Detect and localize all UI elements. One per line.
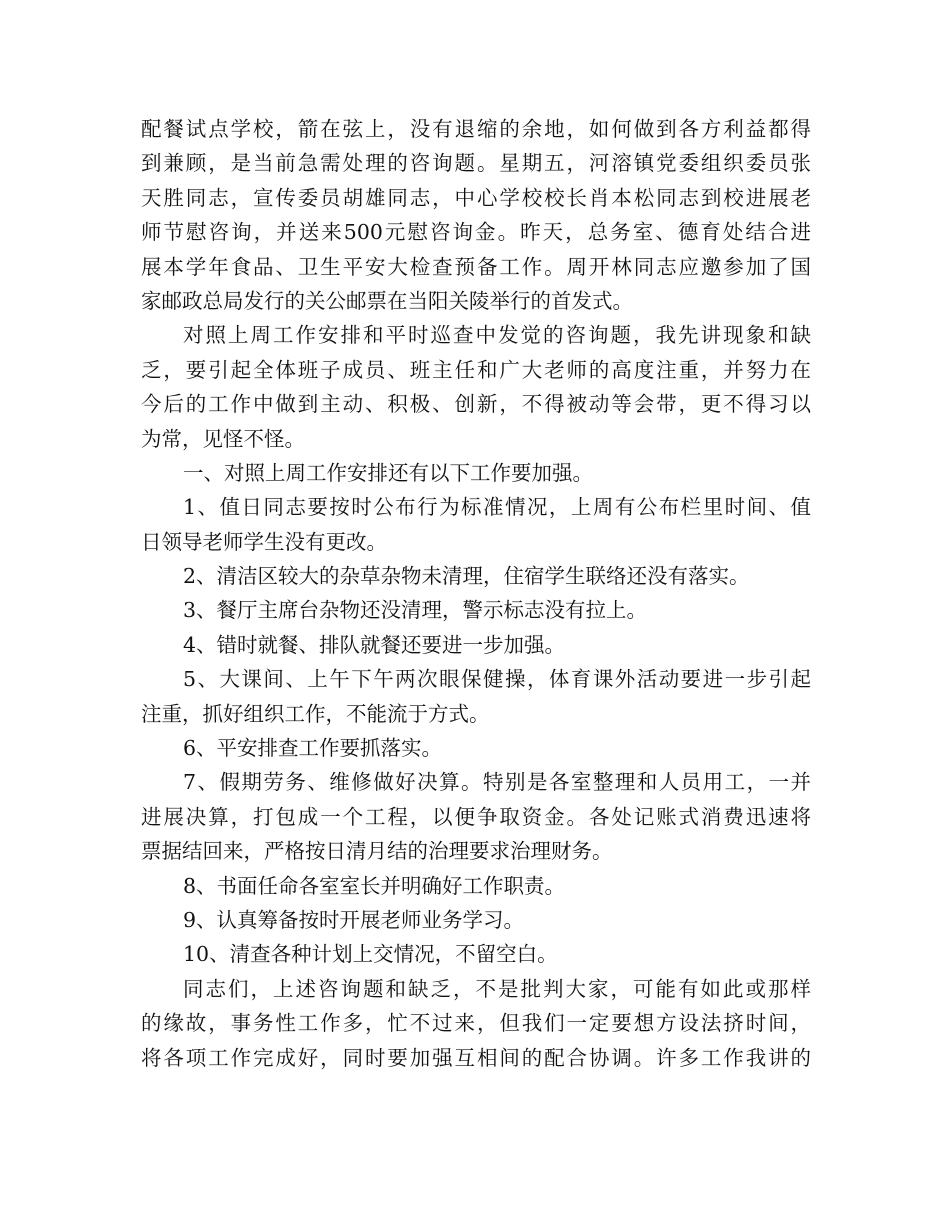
text-line: 将各项工作完成好，同时要加强互相间的配合协调。许多工作我讲的 [141,1045,811,1070]
list-item-line: 日领导老师学生没有更改。 [141,529,387,554]
list-item-line: 8、书面任命各室室长并明确好工作职责。 [183,873,566,898]
text-line: 天胜同志，宣传委员胡雄同志，中心学校校长肖本松同志到校进展老 [141,185,811,210]
document-body [141,112,811,1075]
list-item-line: 6、平安排查工作要抓落实。 [183,736,443,761]
section-heading: 一、对照上周工作安排还有以下工作要加强。 [183,460,593,485]
list-item-line: 注重，抓好组织工作，不能流于方式。 [141,701,490,726]
text-line: 家邮政总局发行的关公邮票在当阳关陵举行的首发式。 [141,288,633,313]
list-item-line: 2、清洁区较大的杂草杂物未清理，住宿学生联络还没有落实。 [183,564,750,589]
list-item-line: 1、值日同志要按时公布行为标准情况，上周有公布栏里时间、值 [183,495,811,520]
list-item-line: 5、大课间、上午下午两次眼保健操，体育课外活动要进一步引起 [183,667,811,692]
text-line: 对照上周工作安排和平时巡查中发觉的咨询题，我先讲现象和缺 [183,323,811,348]
text-line: 配餐试点学校，箭在弦上，没有退缩的余地，如何做到各方利益都得 [141,117,811,141]
list-item-line: 7、假期劳务、维修做好决算。特别是各室整理和人员用工，一并 [183,770,811,795]
text-line: 同志们，上述咨询题和缺乏，不是批判大家，可能有如此或那样 [183,976,811,1001]
text-line: 乏，要引起全体班子成员、班主任和广大老师的高度注重，并努力在 [141,357,811,382]
text-line: 师节慰咨询，并送来500元慰咨询金。昨天，总务室、德育处结合进 [141,220,811,245]
text-line: 为常，见怪不怪。 [141,426,305,451]
list-item-line: 票据结回来，严格按日清月结的治理要求治理财务。 [141,839,613,864]
text-line: 今后的工作中做到主动、积极、创新，不得被动等会带，更不得习以 [141,392,811,417]
list-item-line: 9、认真筹备按时开展老师业务学习。 [183,907,525,932]
list-item-line: 4、错时就餐、排队就餐还要进一步加强。 [183,632,566,657]
text-line: 到兼顾，是当前急需处理的咨询题。星期五，河溶镇党委组织委员张 [141,151,811,176]
text-line: 的缘故，事务性工作多，忙不过来，但我们一定要想方设法挤时间， [141,1011,811,1036]
list-item-line: 3、餐厅主席台杂物还没清理，警示标志没有拉上。 [183,598,648,623]
text-line: 展本学年食品、卫生平安大检查预备工作。周开林同志应邀参加了国 [141,254,811,279]
list-item-line: 10、清查各种计划上交情况，不留空白。 [183,942,558,967]
list-item-line: 进展决算，打包成一个工程，以便争取资金。各处记账式消费迅速将 [141,804,811,829]
